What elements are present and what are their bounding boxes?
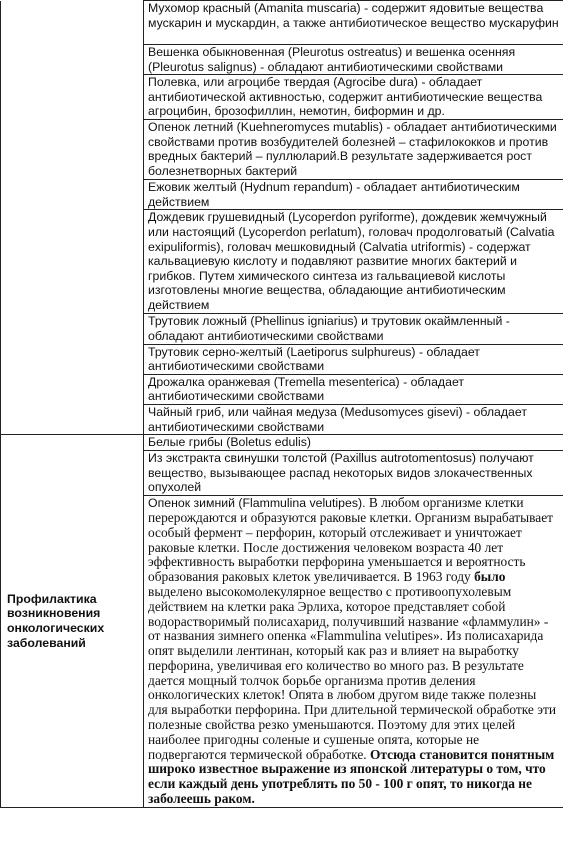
entry-text-part2: выделено высокомолекулярное вещество с противоопухолевым действием на клетки рака Эрлиха, которое представляет собой водорастворимый полисахарид, получивший название «фламмулин» - от названия зимнего опенка «Flammulina velutipes». Из полисахарида опят выделили лентинан, который как раз и влияет на выработку перфорина, увеличивая его количество во много раз. В результате дается мощный толчок борьбе организма против деления онкологических клеток! Опята в любом другом виде также полезны для выработки перфорина. При длительной термической обработке эти полезные свойства резко уменьшаются. Поэтому для этих целей наиболее пригодны соленые и сушеные опята, которые не подвергаются термической обработке.: [148, 583, 556, 762]
table-cell: Дрожалка оранжевая (Tremella mesenterica) - обладает антибиотическими свойствами: [144, 374, 563, 404]
entry-conclusion: Отсюда становится понятным широко известное выражение из японской литературы о том, что если каждый день употреблять по 50 - 100 г опят, то никогда не заболеешь раком.: [148, 746, 555, 807]
table-cell: Мухомор красный (Amanita muscaria) - содержит ядовитые вещества мускарин и мускардин, а также антибиотическое вещество мускаруфин: [144, 1, 563, 45]
table-row: [1, 435, 563, 451]
entry-bold-word: было: [474, 569, 506, 585]
table-cell: Опенок летний (Kuehneromyces mutablis) - обладает антибиотическими свойствами против возбудителей болезней – стафилококков и против вредных бактерий – пуллюларий.В результате задерживается рост болезнетворных бактерий: [144, 120, 563, 180]
table-cell: Ежовик желтый (Hydnum repandum) - обладает антибиотическим действием: [144, 180, 563, 210]
table-cell: Из экстракта свинушки толстой (Paxillus autrotomentosus) получают вещество, вызывающее распад некоторых видов злокачественных опухолей: [144, 451, 563, 496]
table-cell: Трутовик ложный (Phellinus igniarius) и трутовик окаймленный - обладают антибиотическими свойствами: [144, 314, 563, 344]
entry-lead: Опенок зимний (Flammulina velutipes).: [148, 496, 366, 511]
table-row: [1, 1, 563, 45]
table-cell: Полевка, или агроцибе твердая (Agrocibe dura) - обладает антибиотической активностью, содержит антибиотические вещества агроцибин, брозофиллин, немотин, биформин и др.: [144, 75, 563, 120]
table-cell: Вешенка обыкновенная (Pleurotus ostreatus) и вешенка осенняя (Pleurotus salignus) - обладают антибиотическими свойствами: [144, 45, 563, 75]
table-cell: Дождевик грушевидный (Lycoperdon pyriforme), дождевик жемчужный или настоящий (Lycoperdon perlatum), головач продолговатый (Calvatia exipuliformis), головач мешковидный (Calvatia utriformis) - содержат кальвациевую кислоту и подавляют развитие многих бактерий и грибков. Путем химического синтеза из гальвациевой кислоты изготовлены многие вещества, обладающие антибиотическим действием: [144, 210, 563, 314]
empty-label-cell: [1, 1, 144, 435]
long-entry-cell: [144, 496, 563, 808]
entry-text-part1: В любом организме клетки перерождаются и образуются раковые клетки. Организм вырабатывает особый фермент – перфорин, который отслеживает и уничтожает раковые клетки. После достижения человеком возраста 40 лет эффективность выработки перфорина уменьшается и вероятность образования раковых клеток увеличивается. В 1963 году: [148, 495, 554, 585]
table-cell: Трутовик серно-желтый (Laetiporus sulphureus) - обладает антибиотическими свойствами: [144, 344, 563, 374]
table-cell: Чайный гриб, или чайная медуза (Medusomyces gisevi) - обладает антибиотическими свойствами: [144, 404, 563, 434]
section-label: Профилактика возникновения онкологических заболеваний: [1, 435, 144, 808]
table-cell: Белые грибы (Boletus edulis): [144, 435, 563, 451]
